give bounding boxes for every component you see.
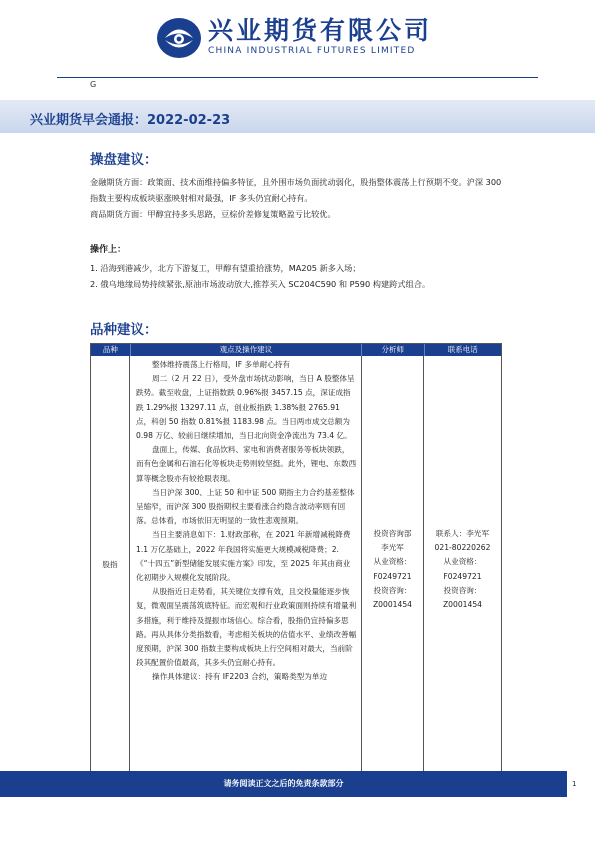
analyst-line: 李光军 <box>381 543 404 553</box>
view-paragraph: 当日主要消息如下：1.财政部称，在 2021 年新增减税降费 1.1 万亿基础上，2022 年我国将实施更大规模减税降费；2.《“十四五”新型储能发展实施方案》印发，至 2025 年其由商业化初期步入规模化发展阶段。 <box>136 530 351 583</box>
column-header: 分析师 <box>362 344 425 356</box>
category-cell: 股指 <box>91 356 130 774</box>
operation-heading: 操作上： <box>90 245 127 255</box>
header-divider <box>57 77 538 78</box>
analyst-line: 从业资格： <box>373 557 412 567</box>
view-paragraph: 从股指近日走势看，其关键位支撑有效，且交投量能逐步恢复，微观面呈震荡筑底特征。而宏观和行业政策面则持续有增量利多措施，利于维持及提振市场信心。综合看，股指仍宜持偏多思路。再从具体分类指数看，考虑相关板块的估值水平、业绩改善幅度预期，沪深 300 指数主要构成板块上行空间相对最大，当前阶段其配置价值最高，其多头仍宜耐心持有。 <box>136 587 357 668</box>
column-header: 品种 <box>91 344 131 356</box>
page-number: 1 <box>572 780 577 788</box>
view-cell <box>130 356 362 774</box>
contact-line: 投资咨询： <box>443 585 482 595</box>
contact-line: Z0001454 <box>442 600 483 610</box>
varieties-heading: 品种建议： <box>90 322 158 338</box>
company-logo-icon <box>156 15 202 61</box>
view-paragraph: 当日沪深 300、上证 50 和中证 500 期指主力合约基差整体呈缩窄，而沪深 300 股指期权主要看涨合约隐含波动率则有回落。总体看，市场依旧无明显的一致性悲观预期。 <box>136 487 355 526</box>
operation-item: 1. 沿海到港减少，北方下游复工，甲醇有望重拾涨势，MA205 新多入场； <box>90 263 361 273</box>
varieties-table <box>90 343 502 775</box>
table-row <box>91 356 501 774</box>
analyst-cell <box>362 356 424 774</box>
page-mark: G <box>90 80 97 89</box>
advice-body <box>90 174 510 222</box>
analyst-line: 投资咨询： <box>373 585 412 595</box>
table-header <box>91 344 501 356</box>
view-paragraph: 操作具体建议：持有 IF2203 合约，策略类型为单边 <box>152 672 328 682</box>
company-name-cn: 兴业期货有限公司 <box>208 16 433 45</box>
column-header: 联系电话 <box>447 345 478 354</box>
analyst-line: Z0001454 <box>372 600 413 610</box>
operation-list <box>90 260 510 292</box>
contact-line: 从业资格： <box>443 557 482 567</box>
footer-disclaimer: 请务阅读正文之后的免责条款部分 <box>223 779 344 788</box>
operation-item: 2. 俄乌地缘局势持续紧张,原油市场波动放大,推荐买入 SC204C590 和 P590 构建跨式组合。 <box>90 279 431 289</box>
analyst-line: F0249721 <box>373 571 412 581</box>
advice-line: 商品期货方面：甲醇宜持多头思路，豆棕价差修复策略盈亏比较优。 <box>90 209 336 219</box>
company-name-en: CHINA INDUSTRIAL FUTURES LIMITED <box>208 46 416 56</box>
column-header: 观点及操作建议 <box>131 344 362 356</box>
contact-line: 021-80220262 <box>434 543 491 553</box>
advice-heading: 操盘建议： <box>90 152 158 168</box>
report-title: 兴业期货早会通报：2022-02-23 <box>30 113 231 128</box>
contact-cell <box>424 356 501 774</box>
view-paragraph: 周二（2 月 22 日），受外盘市场扰动影响，当日 A 股整体呈跌势。截至收盘，上证指数跌 0.96%报 3457.15 点，深证成指跌 1.29%报 13297.11 点，创业板指跌 1.38%报 2765.91 点，科创 50 指数 0.81%报 1183.98 点。当日两市成交总额为 0.98 万亿、较前日继续增加，当日北向资金净流出为 73.4 亿。 <box>136 374 355 441</box>
contact-line: 联系人：李光军 <box>435 529 490 538</box>
analyst-line: 投资咨询部 <box>373 529 412 538</box>
advice-line: 金融期货方面：政策面、技术面维持偏多特征，且外围市场负面扰动弱化，股指整体震荡上行预期不变。沪深 300 指数主要构成板块驱涨映射相对最强，IF 多头仍宜耐心持有。 <box>90 177 502 203</box>
view-paragraph: 盘面上，传媒、食品饮料、家电和消费者服务等板块领跌，而有色金属和石油石化等板块走势则较坚挺。此外，锂电、东数西算等概念股亦有较抢眼表现。 <box>136 445 357 483</box>
contact-line: F0249721 <box>443 571 482 581</box>
view-headline: 整体维持震荡上行格局，IF 多单耐心持有 <box>152 360 291 369</box>
